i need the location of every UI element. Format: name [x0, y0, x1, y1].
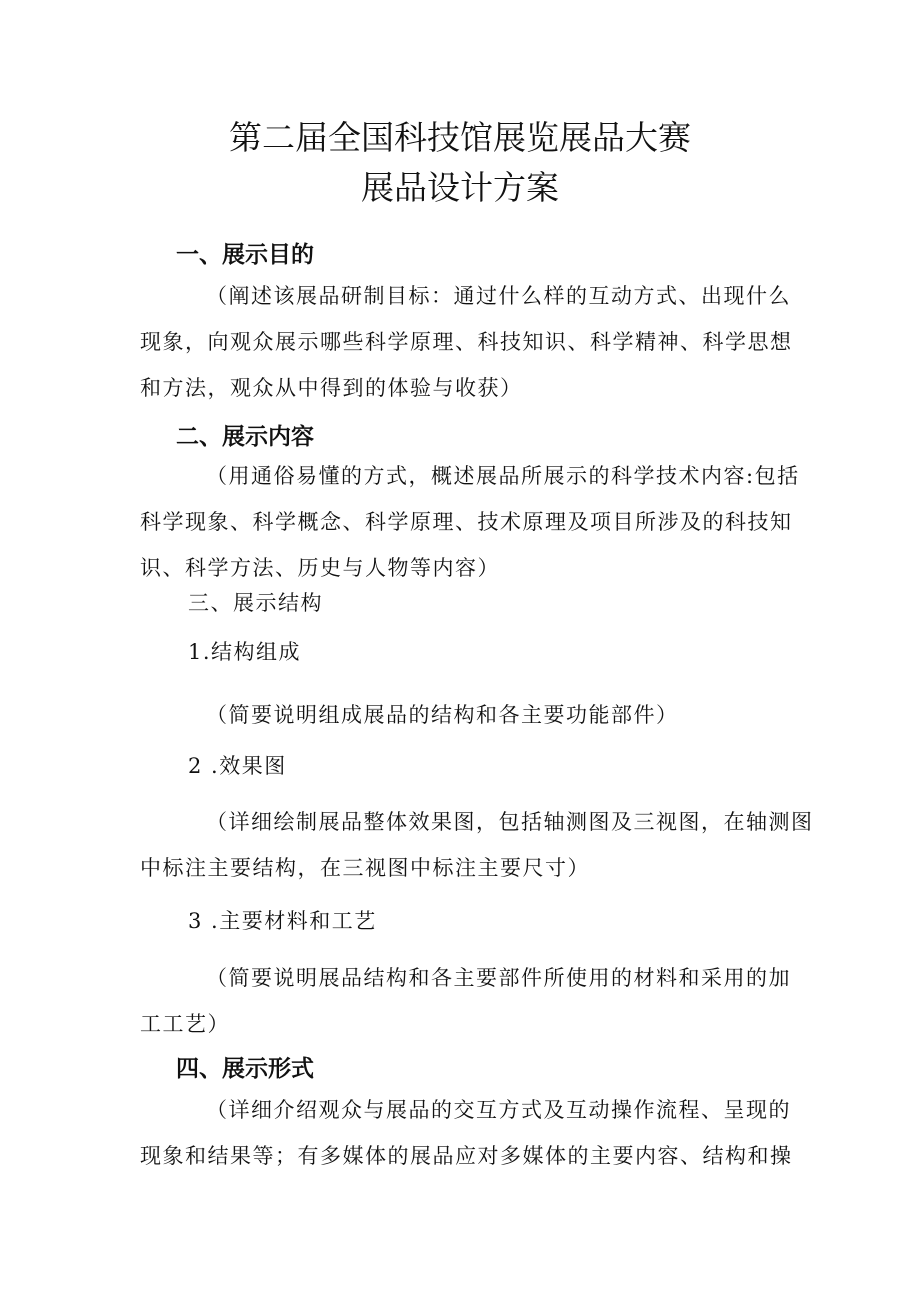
paragraph-line: 现象，向观众展示哪些科学原理、科技知识、科学精神、科学思想: [140, 330, 793, 354]
paragraph-line: 现象和结果等；有多媒体的展品应对多媒体的主要内容、结构和操: [140, 1144, 793, 1168]
paragraph-line: （简要说明展品结构和各主要部件所使用的材料和采用的加: [206, 966, 791, 990]
paragraph-line: 和方法，观众从中得到的体验与收获）: [140, 376, 523, 400]
paragraph-line: 工工艺）: [140, 1012, 230, 1036]
paragraph-line: （用通俗易懂的方式，概述展品所展示的科学技术内容:包括: [206, 464, 800, 488]
section-heading-content: 二、展示内容: [176, 424, 314, 450]
subsection-label-composition: 1.结构组成: [188, 640, 302, 664]
section-paragraph-purpose: [140, 273, 820, 411]
section-paragraph-content: [140, 453, 820, 591]
subsection-label-rendering: 2 .效果图: [188, 754, 287, 778]
paragraph-line: 科学现象、科学概念、科学原理、技术原理及项目所涉及的科技知: [140, 510, 793, 534]
subsection-paragraph-materials: [140, 955, 820, 1047]
document-title-line2: 展品设计方案: [361, 168, 559, 207]
paragraph-line: （详细绘制展品整体效果图，包括轴测图及三视图，在轴测图: [206, 810, 814, 834]
section-heading-purpose: 一、展示目的: [176, 242, 314, 268]
section-heading-structure: 三、展示结构: [188, 591, 323, 615]
section-heading-form: 四、展示形式: [176, 1056, 314, 1082]
subsection-text-composition: （简要说明组成展品的结构和各主要功能部件）: [206, 703, 679, 727]
document-title-line1: 第二届全国科技馆展览展品大赛: [229, 118, 691, 157]
paragraph-line: 识、科学方法、历史与人物等内容）: [140, 556, 500, 580]
section-paragraph-form: [140, 1087, 820, 1179]
paragraph-line: 中标注主要结构，在三视图中标注主要尺寸）: [140, 856, 590, 880]
paragraph-line: （阐述该展品研制目标：通过什么样的互动方式、出现什么: [206, 284, 791, 308]
subsection-paragraph-rendering: [140, 799, 820, 891]
subsection-label-materials: 3 .主要材料和工艺: [188, 909, 377, 933]
paragraph-line: （详细介绍观众与展品的交互方式及互动操作流程、呈现的: [206, 1098, 791, 1122]
